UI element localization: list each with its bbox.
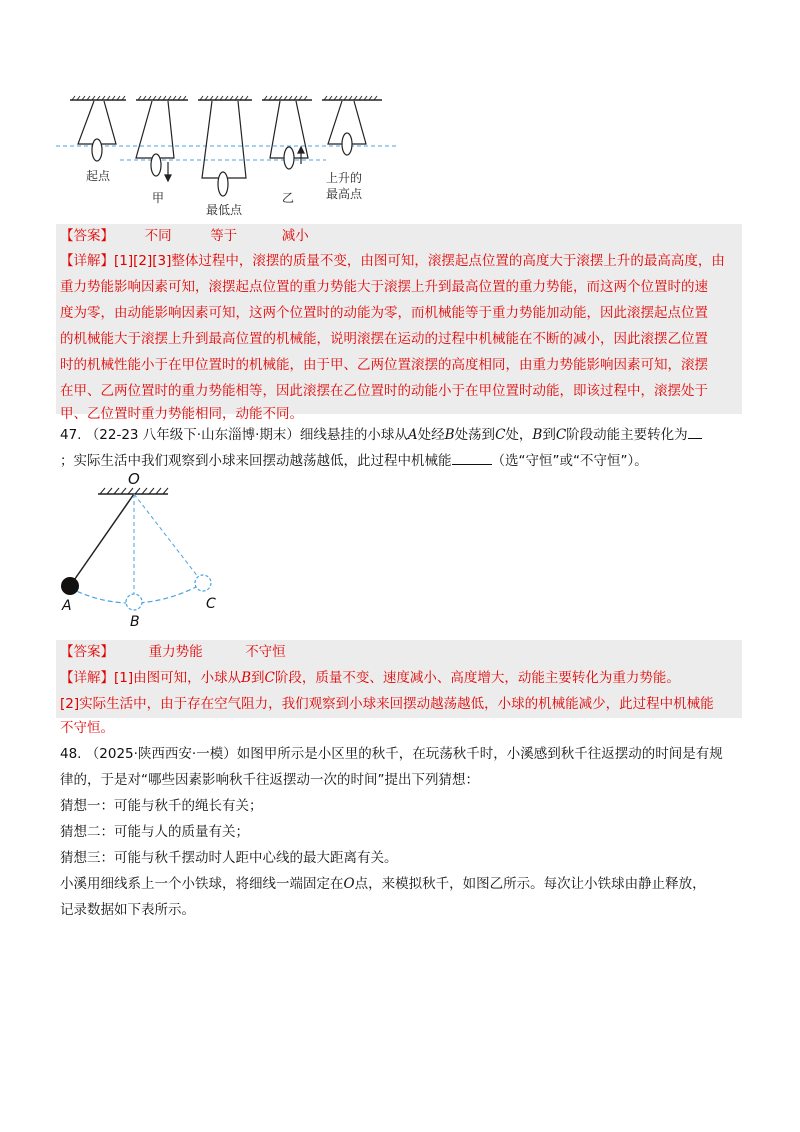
q48-text: 点，来模拟秋千，如图乙所示。每次让小铁球由静止释放， <box>354 876 706 892</box>
var-O: O <box>343 876 355 892</box>
detail-tag: 【详解】 <box>60 670 114 686</box>
q48-guess-2: 猜想二：可能与人的质量有关； <box>60 824 249 840</box>
q48-guess-3: 猜想三：可能与秋千摆动时人距中心线的最大距离有关。 <box>60 850 398 866</box>
q47-detail-line-2: [2]实际生活中，由于存在空气阻力，我们观察到小球来回摆动越荡越低，小球的机械能减少，此过程中机械能 <box>60 696 714 712</box>
q46-detail-line-6: 在甲、乙两位置时的重力势能相等，因此滚摆在乙位置时的动能小于在甲位置时动能，即该过程中，滚摆处于 <box>60 383 708 399</box>
q47-text: 处经 <box>417 427 445 443</box>
label-yi: 乙 <box>282 191 295 205</box>
q46-detail-line-7: 甲、乙位置时重力势能相同，动能不同。 <box>60 406 303 422</box>
label-lowest: 最低点 <box>206 203 243 217</box>
var-C: C <box>495 427 506 443</box>
var-A: A <box>407 427 418 443</box>
q46-answer-line <box>60 226 309 246</box>
q47-text: （选“守恒”或“不守恒”）。 <box>491 453 648 469</box>
answer-tag: 【答案】 <box>60 228 114 244</box>
q47-text: 阶段动能主要转化为 <box>566 427 688 443</box>
q48-line-2: 律的，于是对“哪些因素影响秋千往返摆动一次的时间”提出下列猜想： <box>60 772 479 788</box>
answer-value-1: 不同 <box>144 228 172 244</box>
answer-value-2: 等于 <box>210 228 238 244</box>
label-A: A <box>62 598 72 614</box>
q48-text: 小溪用细线系上一个小铁球，将细线一端固定在 <box>60 876 344 892</box>
q47-detail-line-3: 不守恒。 <box>60 720 114 736</box>
q48-number: 48. <box>60 746 82 762</box>
q48-line-1 <box>60 744 723 764</box>
answer-blank-1[interactable] <box>688 424 702 439</box>
q46-detail-line-4: 的机械能大于滚摆上升到最高位置的机械能，说明滚摆在运动的过程中机械能在不断的减小，因此滚摆乙位置 <box>60 331 708 347</box>
q47-source: （22-23 八年级下·山东淄博·期末） <box>85 427 300 443</box>
q47-text: 处， <box>505 427 533 443</box>
q47-answer-line <box>60 642 286 662</box>
detail-tag: 【详解】 <box>60 253 114 269</box>
var-B: B <box>241 670 252 686</box>
q47-text: 细线悬挂的小球从 <box>299 427 408 443</box>
q46-detail-line-1 <box>60 251 725 271</box>
q47-text: 到 <box>542 427 556 443</box>
answer-blank-2[interactable] <box>452 450 492 465</box>
q48-line-7: 记录数据如下表所示。 <box>60 902 195 918</box>
var-C: C <box>555 427 567 443</box>
q46-detail-line-5: 时的机械性能小于在甲位置时的机械能，由于甲、乙两位置滚摆的高度相同，由重力势能影响因素可知，滚摆 <box>60 357 708 373</box>
rolling-pendulum-figure <box>56 92 396 220</box>
q47-text: 处荡到 <box>454 427 496 443</box>
answer-value-2: 不守恒 <box>245 644 286 660</box>
answer-value-1: 重力势能 <box>148 644 203 660</box>
var-B: B <box>444 427 455 443</box>
label-rising: 上升的 <box>326 171 363 185</box>
detail-text: [1]由图可知，小球从 <box>114 670 242 686</box>
label-O: O <box>128 470 140 488</box>
answer-value-3: 减小 <box>281 228 309 244</box>
q46-detail-line-2: 重力势能影响因素可知，滚摆起点位置的重力势能大于滚摆上升到最高位置的重力势能，而这两个位置时的速 <box>60 279 708 295</box>
detail-text: 阶段，质量不变、速度减小、高度增大，动能主要转化为重力势能。 <box>274 670 680 686</box>
label-start: 起点 <box>86 169 111 183</box>
q46-detail-line-3: 度为零，由动能影响因素可知，这两个位置时的动能为零，而机械能等于重力势能加动能，因此滚摆起点位置 <box>60 305 708 321</box>
q48-text: （2025·陕西西安·一模）如图甲所示是小区里的秋千，在玩荡秋千时，小溪感到秋千往返摆动的时间是有规 <box>85 746 723 762</box>
label-C: C <box>206 596 216 612</box>
q47-line-2 <box>60 450 648 471</box>
q47-number: 47. <box>60 427 82 443</box>
q47-text: ；实际生活中我们观察到小球来回摆动越荡越低，此过程中机械能 <box>60 453 452 469</box>
q47-line-1 <box>60 424 702 445</box>
q48-guess-1: 猜想一：可能与秋千的绳长有关； <box>60 798 263 814</box>
detail-text: [1][2][3]整体过程中，滚摆的质量不变，由图可知，滚摆起点位置的高度大于滚摆上升的最高高度，由 <box>114 253 725 269</box>
answer-tag: 【答案】 <box>60 644 114 660</box>
var-C: C <box>264 670 275 686</box>
q48-line-6 <box>60 874 706 894</box>
q47-detail-line-1 <box>60 668 680 688</box>
label-jia: 甲 <box>152 191 165 205</box>
pendulum-figure <box>56 470 246 630</box>
detail-text: 到 <box>251 670 265 686</box>
var-B: B <box>532 427 543 443</box>
label-B: B <box>130 614 140 630</box>
label-highest: 最高点 <box>326 187 363 201</box>
